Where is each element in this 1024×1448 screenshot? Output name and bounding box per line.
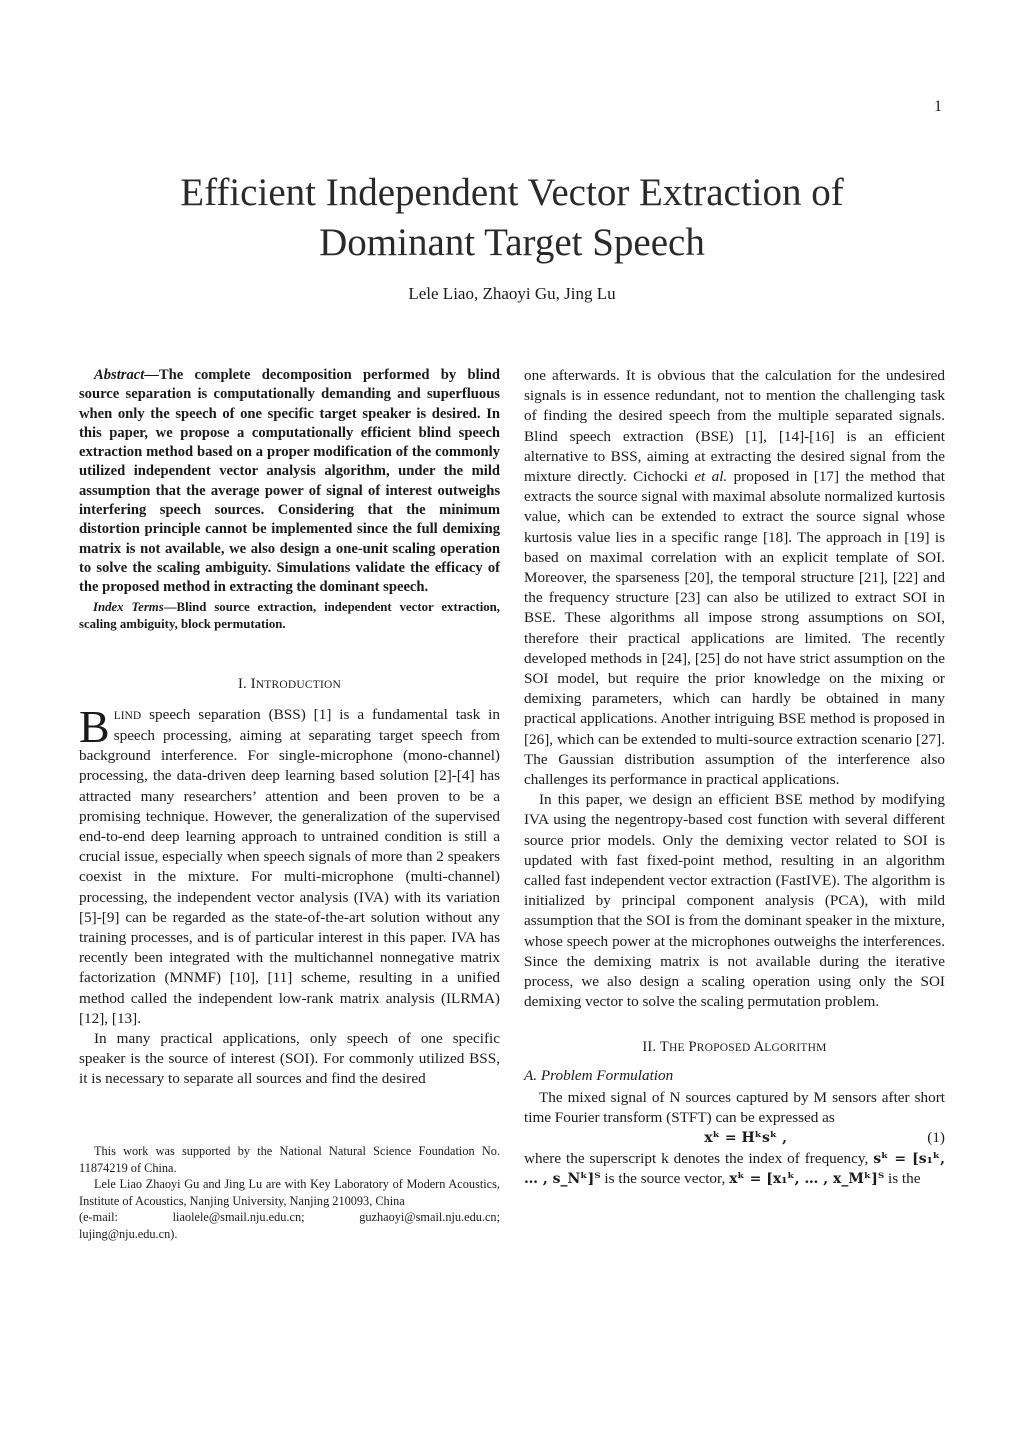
authors: Lele Liao, Zhaoyi Gu, Jing Lu — [408, 284, 616, 303]
abstract-label: Abstract — [94, 367, 145, 383]
title-line-2: Dominant Target Speech — [319, 221, 705, 264]
left-column — [79, 366, 500, 1090]
footnote-funding: This work was supported by the National Natural Science Foundation No. 11874219 of China. — [79, 1144, 500, 1175]
equation-1 — [524, 1128, 945, 1148]
drop-cap: B — [79, 700, 110, 752]
footnote-emails: (e-mail: liaolele@smail.nju.edu.cn; guzhaoyi@smail.nju.edu.cn; — [79, 1210, 500, 1224]
right-paragraph-3: The mixed signal of N sources captured by M sensors after short time Fourier transform (STFT) can be expressed as — [524, 1088, 945, 1127]
index-terms: Index Terms—Blind source extraction, independent vector extraction, scaling ambiguity, block permutation. — [79, 599, 500, 632]
equation-number: (1) — [927, 1129, 945, 1147]
paper-title — [0, 168, 1024, 268]
section-heading-introduction: I. INTRODUCTION — [238, 675, 341, 692]
right-paragraph-2: In this paper, we design an efficient BSE method by modifying IVA using the negentropy-based cost function with several different source prior models. Only the demixing vector related to SOI is updated with fast fixed-point method, resulting in an algorithm called fast independent vector extraction (FastIVE). The algorithm is initialized by principal component analysis (PCA), with mild assumption that the SOI is from the dominant speaker in the mixture, whose speech power at the microphones outweighs the interferences. Since the demixing matrix is not available during the iterative process, we also design a scaling operation using only the SOI demixing vector to solve the scaling permutation problem. — [524, 791, 945, 1011]
index-terms-label: Index Terms — [93, 599, 164, 614]
equation-body: xᵏ = Hᵏsᵏ , — [704, 1130, 787, 1147]
footnote-email-last: lujing@nju.edu.cn). — [79, 1226, 178, 1241]
right-paragraph-1: one afterwards. It is obvious that the calculation for the undesired signals is in essence redundant, not to mention the challenging task of finding the desired speech from the multiple separated signals. Blind speech extraction (BSE) [1], [14]-[16] is an efficient alternative to BSS, aiming at extracting the desired signal from the mixture directly. Cichocki et al. proposed in [17] the method that extracts the source signal with maximal absolute normalized kurtosis value, which can be extended to extract the source signal whose kurtosis value lies in a specific range [18]. The approach in [19] is based on maximal correlation with an explicit template of SOI. Moreover, the sparseness [20], the temporal structure [21], [22] and the frequency structure [23] can also be utilized to extract SOI in BSE. These algorithms all impose strong assumptions on SOI, therefore their practical applications are limited. The recently developed methods in [24], [25] do not have strict assumption on the SOI model, but require the prior knowledge on the mixing or demixing parameters, which can hardly be obtained in many practical applications. Another intriguing BSE method is proposed in [26], which can be extended to multi-source extraction scenario [27]. The Gaussian distribution assumption of the interference also challenges its performance in practical applications. — [524, 367, 945, 789]
page-number: 1 — [934, 98, 942, 115]
footnote — [79, 1143, 500, 1242]
footnote-affiliation: Lele Liao Zhaoyi Gu and Jing Lu are with Key Laboratory of Modern Acoustics, Institute of Acoustics, Nanjing University, Nanjing 210093, China — [79, 1177, 500, 1208]
index-terms-text: Blind source extraction, independent vector extraction, scaling ambiguity, block permutation. — [79, 599, 500, 632]
subsection-heading-problem-formulation: A. Problem Formulation — [524, 1066, 674, 1084]
right-column — [524, 366, 945, 1189]
title-line-1: Efficient Independent Vector Extraction of — [180, 171, 844, 214]
intro-paragraph-1: BLIND speech separation (BSS) [1] is a fundamental task in speech processing, aiming at separating target speech from background interference. For single-microphone (mono-channel) processing, the data-driven deep learning based solution [2]-[4] has attracted many researchers’ attention and been proven to be a promising technique. However, the generalization of the supervised end-to-end deep learning approach to untrained condition is still a crucial issue, especially when speech signals of more than 2 speakers coexist in the mixture. For multi-microphone (multi-channel) processing, the independent vector analysis (IVA) with its variation [5]-[9] can be regarded as the state-of-the-art solution without any training processes, and is of particular interest in this paper. IVA has recently been integrated with the multichannel nonnegative matrix factorization (MNMF) [10], [11] scheme, resulting in a unified method called the independent low-rank matrix analysis (ILRMA) [12], [13]. — [79, 700, 500, 1027]
section-heading-proposed-algorithm: II. THE PROPOSED ALGORITHM — [642, 1038, 827, 1055]
abstract: Abstract—The complete decomposition performed by blind source separation is computationally demanding and superfluous when only the speech of one specific target speaker is desired. In this paper, we propose a computationally efficient blind speech extraction method based on a proper modification of the commonly utilized independent vector analysis algorithm, under the mild assumption that the average power of signal of interest outweighs interfering speech sources. Considering that the minimum distortion principle cannot be implemented since the full demixing matrix is not available, we also design a one-unit scaling operation to solve the scaling ambiguity. Simulations validate the efficacy of the proposed method in extracting the dominant speech. — [79, 367, 500, 596]
intro-paragraph-2: In many practical applications, only speech of one specific speaker is the source of interest (SOI). For commonly utilized BSS, it is necessary to separate all sources and find the desired — [79, 1030, 500, 1088]
abstract-text: The complete decomposition performed by blind source separation is computationally demanding and superfluous when only the speech of one specific target speaker is desired. In this paper, we propose a computationally efficient blind speech extraction method based on a proper modification of the commonly utilized independent vector analysis algorithm, under the mild assumption that the average power of signal of interest outweighs interfering speech sources. Considering that the minimum distortion principle cannot be implemented since the full demixing matrix is not available, we also design a one-unit scaling operation to solve the scaling ambiguity. Simulations validate the efficacy of the proposed method in extracting the dominant speech. — [79, 367, 500, 596]
right-paragraph-4: where the superscript k denotes the index of frequency, sᵏ = [s₁ᵏ, … , s_Nᵏ]ᵀ is the source vector, xᵏ = [x₁ᵏ, … , x_Mᵏ]ᵀ is the — [524, 1149, 945, 1187]
